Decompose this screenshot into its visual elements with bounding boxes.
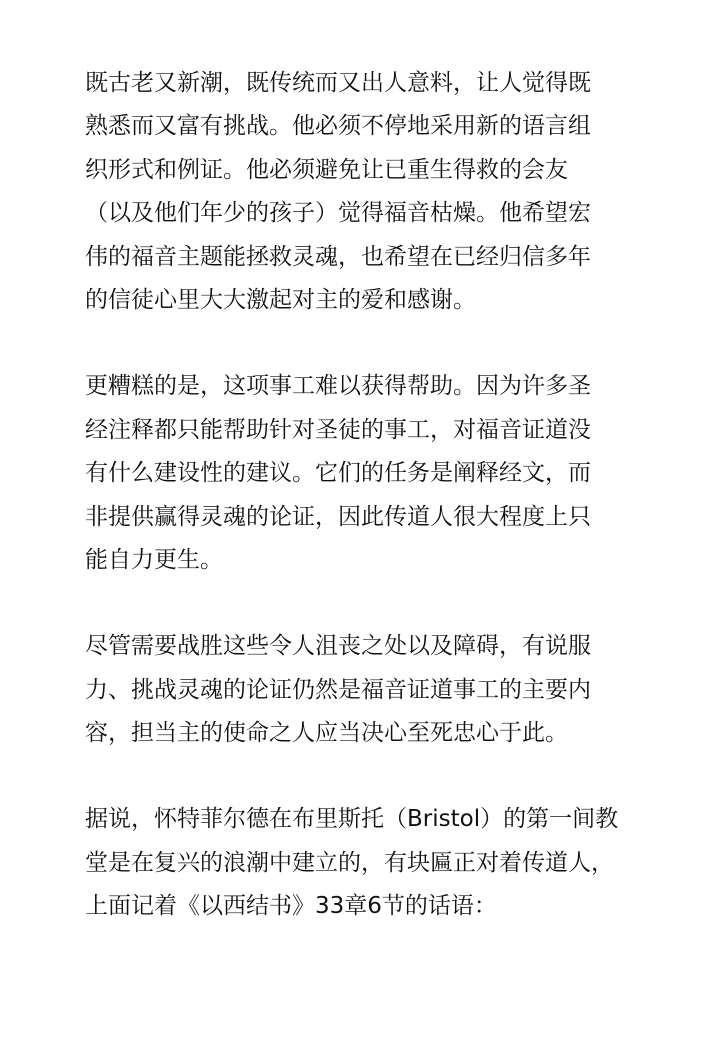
text-line: 有什么建设性的建议。它们的任务是阐释经文，而 bbox=[85, 460, 591, 487]
text-line: 经注释都只能帮助针对圣徒的事工，对福音证道没 bbox=[85, 416, 591, 443]
paragraph-2 bbox=[85, 365, 645, 582]
text-line: 容，担当主的使命之人应当决心至死忠心于此。 bbox=[85, 720, 568, 747]
paragraph-4 bbox=[85, 798, 645, 928]
paragraph-3 bbox=[85, 625, 645, 755]
text-line: 熟悉而又富有挑战。他必须不停地采用新的语言组 bbox=[85, 113, 591, 140]
document-page bbox=[85, 62, 645, 972]
text-line: 堂是在复兴的浪潮中建立的，有块匾正对着传道人， bbox=[85, 849, 614, 876]
text-line: 力、挑战灵魂的论证仍然是福音证道事工的主要内 bbox=[85, 676, 591, 703]
text-line: 上面记着《以西结书》33章6节的话语： bbox=[85, 893, 497, 920]
text-line: 伟的福音主题能拯救灵魂，也希望在已经归信多年 bbox=[85, 243, 591, 270]
text-line: 尽管需要战胜这些令人沮丧之处以及障碍，有说服 bbox=[85, 633, 591, 660]
text-line: 非提供赢得灵魂的论证，因此传道人很大程度上只 bbox=[85, 503, 591, 530]
text-line: 既古老又新潮，既传统而又出人意料，让人觉得既 bbox=[85, 70, 591, 96]
text-line: 更糟糕的是，这项事工难以获得帮助。因为许多圣 bbox=[85, 373, 591, 400]
text-line: （以及他们年少的孩子）觉得福音枯燥。他希望宏 bbox=[85, 200, 591, 227]
text-line: 据说，怀特菲尔德在布里斯托（Bristol）的第一间教 bbox=[85, 806, 619, 833]
text-line: 织形式和例证。他必须避免让已重生得救的会友 bbox=[85, 156, 568, 183]
paragraph-1 bbox=[85, 62, 645, 322]
text-line: 能自力更生。 bbox=[85, 546, 223, 573]
text-line: 的信徒心里大大激起对主的爱和感谢。 bbox=[85, 286, 476, 313]
